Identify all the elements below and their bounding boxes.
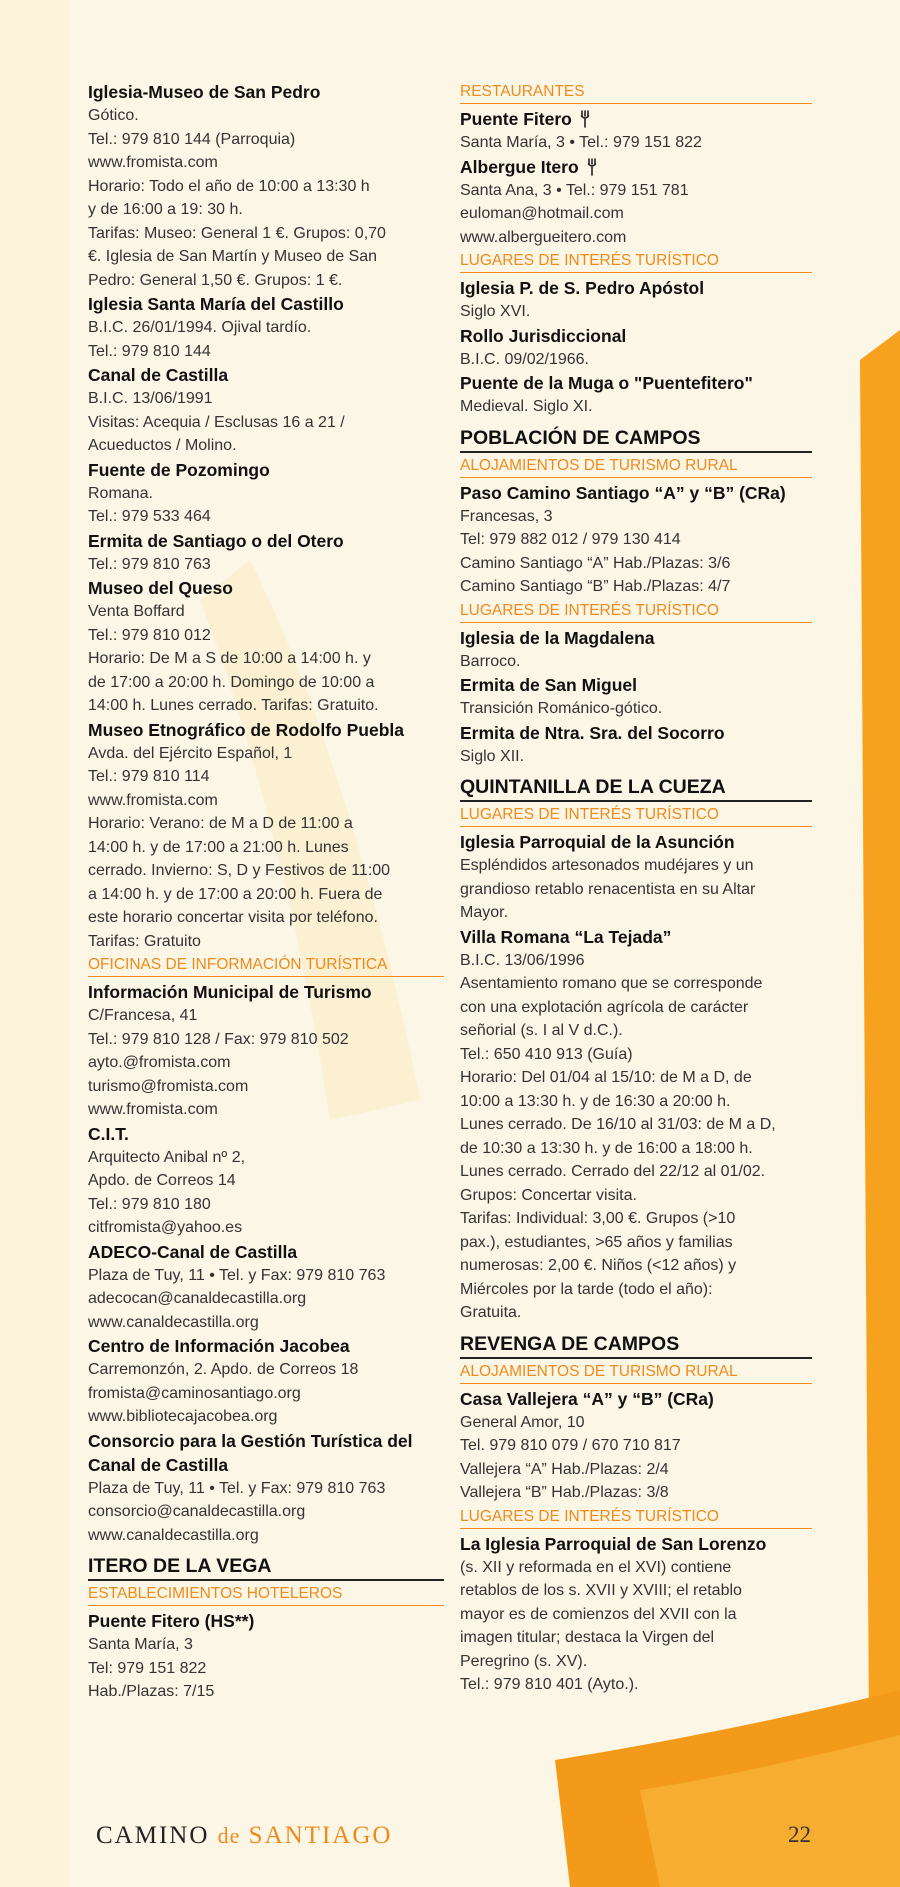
entry-detail-line: Vallejera “A” Hab./Plazas: 2/4 bbox=[460, 1460, 669, 1478]
entry-detail-line: B.I.C. 26/01/1994. Ojival tardío. bbox=[88, 319, 312, 336]
right-column bbox=[460, 80, 812, 1697]
entry-detail-line: Arquitecto Anibal nº 2, bbox=[88, 1148, 246, 1166]
listing-entry bbox=[460, 1387, 812, 1505]
entry-name-text: Consorcio para la Gestión Turística del Canal de Castilla bbox=[88, 1430, 413, 1475]
listing-entry bbox=[460, 673, 812, 721]
entry-detail-line: Horario: Verano: de M a D de 11:00 a bbox=[88, 815, 353, 832]
entry-detail-line: y de 16:00 a 19: 30 h. bbox=[88, 201, 243, 218]
listing-entry bbox=[88, 1240, 444, 1335]
entry-name bbox=[88, 1240, 444, 1264]
entry-detail-line: Horario: De M a S de 10:00 a 14:00 h. y bbox=[88, 650, 371, 667]
listing-entry bbox=[460, 830, 812, 925]
listing-entry bbox=[88, 1334, 444, 1429]
entry-detail-line: citfromista@yahoo.es bbox=[88, 1219, 243, 1236]
entry-detail-line: de 17:00 a 20:00 h. Domingo de 10:00 a bbox=[88, 673, 375, 691]
entry-detail-line: Camino Santiago “B” Hab./Plazas: 4/7 bbox=[460, 578, 731, 595]
entry-name-text: Centro de Información Jacobea bbox=[88, 1336, 350, 1356]
entry-detail-line: Gratuita. bbox=[460, 1304, 522, 1321]
entry-detail-line: euloman@hotmail.com bbox=[460, 205, 624, 222]
entry-detail-line: Tel.: 979 810 114 bbox=[88, 768, 210, 785]
entry-detail-line: Barroco. bbox=[460, 652, 521, 670]
entry-name-text: Iglesia Santa María del Castillo bbox=[88, 294, 344, 314]
entry-name bbox=[88, 1122, 444, 1146]
entry-name bbox=[88, 80, 444, 104]
entry-name-text: Iglesia Parroquial de la Asunción bbox=[460, 832, 735, 852]
entry-name-text: Puente de la Muga o "Puentefitero" bbox=[460, 373, 753, 393]
entry-name-text: Ermita de Santiago o del Otero bbox=[88, 530, 344, 551]
listing-entry bbox=[460, 324, 812, 372]
entry-name-text: Villa Romana “La Tejada” bbox=[460, 926, 672, 947]
entry-detail-line: Pedro: General 1,50 €. Grupos: 1 €. bbox=[88, 271, 343, 289]
entry-detail-line: Vallejera “B” Hab./Plazas: 3/8 bbox=[460, 1484, 669, 1501]
entry-name bbox=[88, 529, 444, 553]
entry-detail-line: Tel.: 979 810 144 bbox=[88, 342, 211, 360]
category-heading: LUGARES DE INTERÉS TURÍSTICO bbox=[460, 251, 812, 273]
listing-entry bbox=[88, 529, 444, 577]
entry-detail-line: Santa María, 3 bbox=[88, 1636, 193, 1653]
entry-detail-line: retablos de los s. XVII y XVIII; el retablo bbox=[460, 1582, 742, 1599]
category-heading: OFICINAS DE INFORMACIÓN TURÍSTICA bbox=[88, 955, 444, 977]
entry-detail-line: imagen titular; destaca la Virgen del bbox=[460, 1629, 715, 1646]
entry-name-text: Paso Camino Santiago “A” y “B” (CRa) bbox=[460, 482, 786, 503]
entry-detail-line: con una explotación agrícola de carácter bbox=[460, 998, 749, 1016]
listing-entry bbox=[88, 292, 444, 363]
town-heading: POBLACIÓN DE CAMPOS bbox=[460, 425, 812, 453]
entry-name bbox=[460, 276, 812, 300]
listing-entry bbox=[88, 980, 444, 1122]
entry-detail-line: Hab./Plazas: 7/15 bbox=[88, 1683, 215, 1700]
entry-detail-line: Tel: 979 151 822 bbox=[88, 1659, 207, 1677]
entry-detail-line: Tel.: 979 810 012 bbox=[88, 626, 211, 644]
entry-detail-line: turismo@fromista.com bbox=[88, 1077, 249, 1095]
entry-detail-line: Tel.: 979 810 763 bbox=[88, 555, 211, 573]
fork-icon bbox=[579, 157, 599, 177]
entry-detail-line: Lunes cerrado. Cerrado del 22/12 al 01/02. bbox=[460, 1163, 766, 1180]
entry-name-text: Rollo Jurisdiccional bbox=[460, 325, 627, 346]
category-heading: RESTAURANTES bbox=[460, 82, 812, 104]
entry-detail-line: Tel.: 979 810 144 (Parroquia) bbox=[88, 130, 296, 148]
entry-name bbox=[460, 925, 812, 949]
listing-entry bbox=[460, 276, 812, 324]
entry-detail-line: Mayor. bbox=[460, 904, 509, 921]
entry-detail-line: www.bibliotecajacobea.org bbox=[88, 1408, 278, 1425]
listing-entry bbox=[460, 155, 812, 250]
category-heading: ALOJAMIENTOS DE TURISMO RURAL bbox=[460, 1362, 812, 1384]
page-number: 22 bbox=[788, 1822, 811, 1847]
entry-name-text: Iglesia P. de S. Pedro Apóstol bbox=[460, 278, 705, 298]
entry-detail-line: Tel. 979 810 079 / 670 710 817 bbox=[460, 1437, 681, 1454]
entry-detail-line: Tel.: 979 810 401 (Ayto.). bbox=[460, 1676, 639, 1693]
entry-detail-line: Asentamiento romano que se corresponde bbox=[460, 975, 763, 992]
entry-detail-line: adecocan@canaldecastilla.org bbox=[88, 1290, 307, 1307]
category-heading: LUGARES DE INTERÉS TURÍSTICO bbox=[460, 1507, 812, 1529]
entry-detail-line: General Amor, 10 bbox=[460, 1413, 585, 1431]
entry-detail-line: www.albergueitero.com bbox=[460, 228, 627, 246]
entry-detail-line: señorial (s. I al V d.C.). bbox=[460, 1022, 623, 1039]
town-heading: QUINTANILLA DE LA CUEZA bbox=[460, 774, 812, 802]
entry-name bbox=[88, 1609, 444, 1633]
listing-entry bbox=[88, 576, 444, 718]
entry-name bbox=[460, 107, 812, 131]
entry-detail-line: Medieval. Siglo XI. bbox=[460, 398, 593, 415]
listing-entry bbox=[88, 1609, 444, 1704]
entry-detail-line: Tel.: 979 533 464 bbox=[88, 508, 211, 525]
entry-detail-line: 14:00 h. y de 17:00 a 21:00 h. Lunes bbox=[88, 838, 349, 856]
entry-name bbox=[88, 718, 444, 742]
listing-entry bbox=[88, 363, 444, 458]
entry-name-text: ADECO-Canal de Castilla bbox=[88, 1241, 298, 1262]
listing-entry bbox=[88, 458, 444, 529]
entry-detail-line: Lunes cerrado. De 16/10 al 31/03: de M a D, bbox=[460, 1116, 776, 1133]
town-heading: ITERO DE LA VEGA bbox=[88, 1553, 444, 1581]
entry-detail-line: Santa María, 3 • Tel.: 979 151 822 bbox=[460, 134, 702, 151]
listing-entry bbox=[88, 1122, 444, 1240]
entry-detail-line: mayor es de comienzos del XVII con la bbox=[460, 1605, 737, 1623]
category-heading: ESTABLECIMIENTOS HOTELEROS bbox=[88, 1584, 444, 1606]
entry-name bbox=[460, 155, 812, 179]
footer-de: de bbox=[217, 1823, 241, 1848]
entry-detail-line: ayto.@fromista.com bbox=[88, 1054, 231, 1071]
listing-entry bbox=[460, 925, 812, 1325]
entry-detail-line: Plaza de Tuy, 11 • Tel. y Fax: 979 810 763 bbox=[88, 1479, 386, 1497]
entry-detail-line: Espléndidos artesonados mudéjares y un bbox=[460, 857, 754, 874]
entry-detail-line: 14:00 h. Lunes cerrado. Tarifas: Gratuito. bbox=[88, 697, 379, 714]
footer-santiago: SANTIAGO bbox=[248, 1822, 393, 1849]
entry-name bbox=[88, 363, 444, 387]
entry-detail-line: B.I.C. 13/06/1996 bbox=[460, 951, 585, 969]
listing-entry bbox=[460, 371, 812, 419]
entry-name-text: Museo Etnográfico de Rodolfo Puebla bbox=[88, 719, 404, 740]
listing-entry bbox=[460, 721, 812, 769]
entry-detail-line: Tarifas: Museo: General 1 €. Grupos: 0,70 bbox=[88, 224, 386, 242]
entry-detail-line: Venta Boffard bbox=[88, 603, 185, 620]
entry-detail-line: Tel.: 650 410 913 (Guía) bbox=[460, 1045, 633, 1063]
entry-name bbox=[460, 626, 812, 650]
entry-detail-line: consorcio@canaldecastilla.org bbox=[88, 1503, 306, 1520]
entry-detail-line: B.I.C. 09/02/1966. bbox=[460, 350, 589, 368]
entry-name bbox=[460, 1532, 812, 1556]
entry-detail-line: Horario: Del 01/04 al 15/10: de M a D, de bbox=[460, 1069, 752, 1086]
entry-detail-line: Siglo XVI. bbox=[460, 303, 531, 320]
entry-detail-line: este horario concertar visita por teléfono. bbox=[88, 909, 378, 926]
listing-entry bbox=[460, 481, 812, 599]
entry-detail-line: grandioso retablo renacentista en su Altar bbox=[460, 880, 756, 898]
entry-detail-line: Apdo. de Correos 14 bbox=[88, 1172, 236, 1189]
entry-detail-line: Romana. bbox=[88, 484, 153, 502]
entry-name bbox=[88, 1334, 444, 1358]
entry-detail-line: Avda. del Ejército Español, 1 bbox=[88, 744, 293, 762]
entry-detail-line: Siglo XII. bbox=[460, 747, 525, 765]
entry-detail-line: Tarifas: Gratuito bbox=[88, 932, 201, 950]
entry-name bbox=[460, 830, 812, 854]
entry-detail-line: C/Francesa, 41 bbox=[88, 1007, 198, 1024]
entry-name-text: Ermita de Ntra. Sra. del Socorro bbox=[460, 722, 725, 743]
entry-detail-line: €. Iglesia de San Martín y Museo de San bbox=[88, 248, 378, 265]
entry-detail-line: 10:00 a 13:30 h. y de 16:30 a 20:00 h. bbox=[460, 1092, 731, 1110]
entry-detail-line: de 10:30 a 13:30 h. y de 16:00 a 18:00 h. bbox=[460, 1139, 753, 1157]
entry-name-text: Puente Fitero bbox=[460, 109, 572, 129]
entry-detail-line: Francesas, 3 bbox=[460, 507, 553, 525]
footer-camino: CAMINO bbox=[96, 1822, 210, 1849]
left-column bbox=[88, 80, 444, 1704]
entry-detail-line: numerosas: 2,00 €. Niños (<12 años) y bbox=[460, 1257, 737, 1274]
entry-detail-line: Gótico. bbox=[88, 107, 139, 124]
entry-detail-line: pax.), estudiantes, >65 años y familias bbox=[460, 1233, 733, 1251]
entry-detail-line: Tel.: 979 810 180 bbox=[88, 1195, 211, 1213]
footer-title bbox=[96, 1822, 392, 1850]
entry-detail-line: Visitas: Acequia / Esclusas 16 a 21 / bbox=[88, 413, 345, 431]
entry-name-text: Puente Fitero (HS**) bbox=[88, 1611, 255, 1631]
entry-detail-line: Miércoles por la tarde (todo el año): bbox=[460, 1280, 713, 1298]
entry-detail-line: Tel: 979 882 012 / 979 130 414 bbox=[460, 531, 681, 548]
entry-name bbox=[460, 673, 812, 697]
entry-detail-line: www.fromista.com bbox=[88, 154, 218, 171]
entry-detail-line: www.canaldecastilla.org bbox=[88, 1313, 259, 1331]
entry-name-text: Iglesia-Museo de San Pedro bbox=[88, 82, 321, 102]
entry-name bbox=[88, 576, 444, 600]
entry-name-text: C.I.T. bbox=[88, 1123, 129, 1144]
entry-detail-line: cerrado. Invierno: S, D y Festivos de 11:00 bbox=[88, 862, 391, 879]
category-heading: LUGARES DE INTERÉS TURÍSTICO bbox=[460, 601, 812, 623]
entry-detail-line: www.canaldecastilla.org bbox=[88, 1526, 259, 1544]
entry-detail-line: B.I.C. 13/06/1991 bbox=[88, 390, 213, 407]
entry-detail-line: Acueductos / Molino. bbox=[88, 437, 237, 454]
entry-detail-line: a 14:00 h. y de 17:00 a 20:00 h. Fuera de bbox=[88, 885, 383, 903]
entry-name bbox=[460, 721, 812, 745]
listing-entry bbox=[460, 107, 812, 155]
entry-detail-line: Tel.: 979 810 128 / Fax: 979 810 502 bbox=[88, 1030, 349, 1048]
entry-detail-line: Transición Románico-gótico. bbox=[460, 700, 663, 717]
entry-name bbox=[460, 481, 812, 505]
entry-name bbox=[460, 371, 812, 395]
entry-name bbox=[88, 292, 444, 316]
town-heading: REVENGA DE CAMPOS bbox=[460, 1331, 812, 1359]
listing-entry bbox=[88, 1429, 444, 1548]
entry-detail-line: fromista@caminosantiago.org bbox=[88, 1384, 301, 1402]
entry-name bbox=[88, 1429, 444, 1477]
entry-detail-line: www.fromista.com bbox=[88, 1101, 218, 1118]
fork-icon bbox=[572, 109, 592, 129]
listing-entry bbox=[460, 1532, 812, 1697]
listing-entry bbox=[88, 718, 444, 954]
entry-detail-line: Santa Ana, 3 • Tel.: 979 151 781 bbox=[460, 181, 689, 199]
entry-detail-line: Plaza de Tuy, 11 • Tel. y Fax: 979 810 763 bbox=[88, 1266, 386, 1284]
entry-detail-line: Carremonzón, 2. Apdo. de Correos 18 bbox=[88, 1361, 359, 1378]
entry-name-text: Albergue Itero bbox=[460, 156, 579, 177]
entry-name bbox=[88, 980, 444, 1004]
entry-name-text: Canal de Castilla bbox=[88, 365, 229, 385]
entry-name-text: Casa Vallejera “A” y “B” (CRa) bbox=[460, 1388, 714, 1409]
entry-name-text: Iglesia de la Magdalena bbox=[460, 627, 655, 648]
entry-detail-line: Camino Santiago “A” Hab./Plazas: 3/6 bbox=[460, 554, 731, 572]
category-heading: ALOJAMIENTOS DE TURISMO RURAL bbox=[460, 456, 812, 478]
entry-detail-line: Tarifas: Individual: 3,00 €. Grupos (>10 bbox=[460, 1210, 736, 1227]
entry-detail-line: www.fromista.com bbox=[88, 791, 218, 809]
entry-detail-line: Grupos: Concertar visita. bbox=[460, 1186, 637, 1204]
entry-name-text: Información Municipal de Turismo bbox=[88, 982, 372, 1002]
entry-name-text: Ermita de San Miguel bbox=[460, 675, 637, 695]
entry-detail-line: Horario: Todo el año de 10:00 a 13:30 h bbox=[88, 177, 370, 195]
listing-entry bbox=[88, 80, 444, 292]
listing-entry bbox=[460, 626, 812, 674]
entry-name-text: Museo del Queso bbox=[88, 578, 233, 598]
entry-name-text: La Iglesia Parroquial de San Lorenzo bbox=[460, 1533, 767, 1554]
entry-name bbox=[460, 1387, 812, 1411]
category-heading: LUGARES DE INTERÉS TURÍSTICO bbox=[460, 805, 812, 827]
entry-detail-line: Peregrino (s. XV). bbox=[460, 1652, 588, 1670]
entry-detail-line: (s. XII y reformada en el XVI) contiene bbox=[460, 1558, 732, 1576]
entry-name bbox=[88, 458, 444, 482]
entry-name bbox=[460, 324, 812, 348]
entry-name-text: Fuente de Pozomingo bbox=[88, 459, 270, 480]
